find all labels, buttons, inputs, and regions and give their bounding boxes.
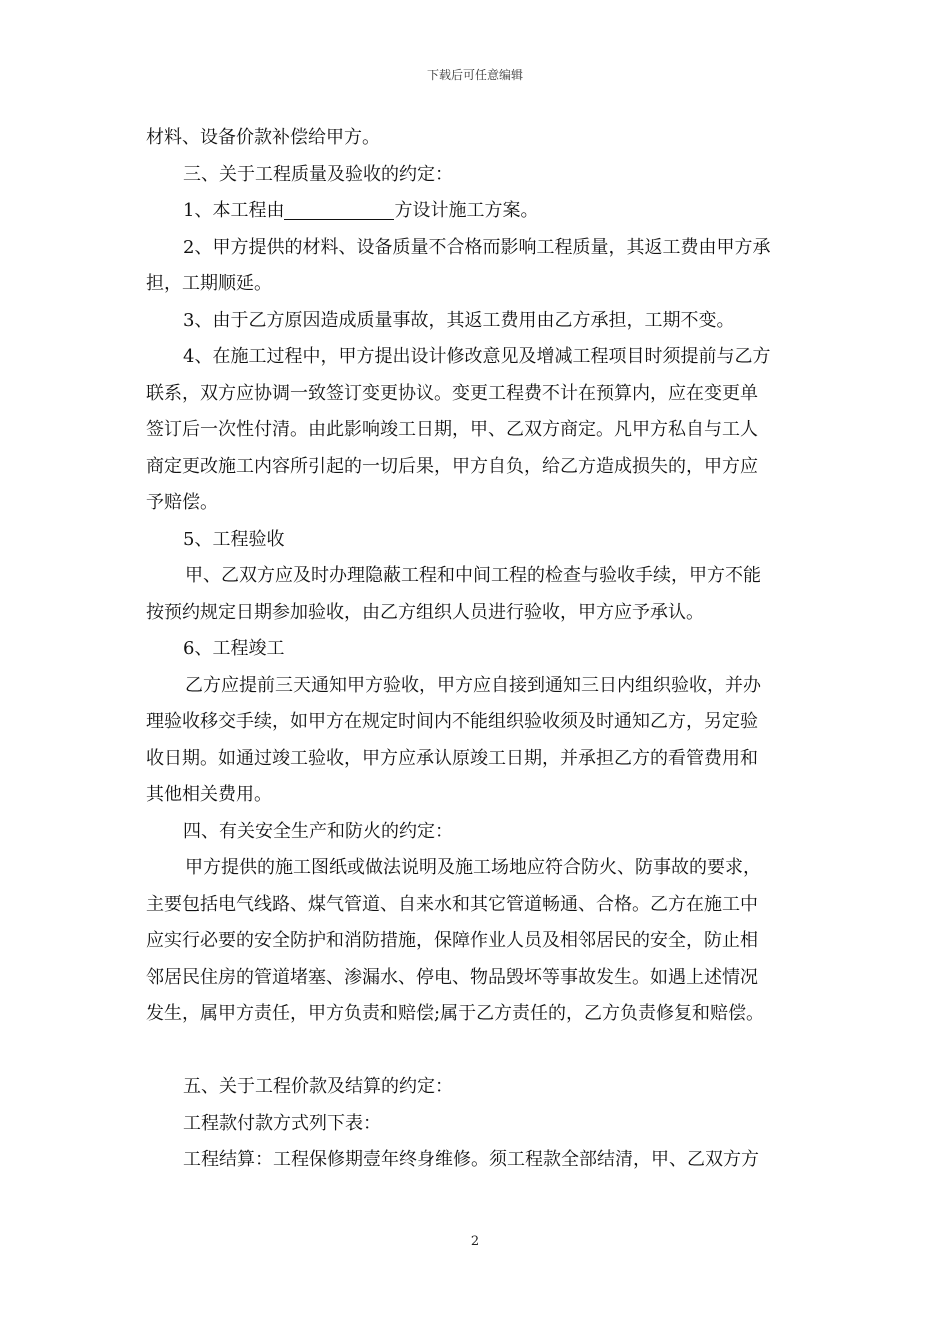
paragraph-line: 乙方应提前三天通知甲方验收，甲方应自接到通知三日内组织验收，并办 [185,674,761,696]
paragraph-line: 予赔偿。 [146,492,218,513]
paragraph-line: 收日期。如通过竣工验收，甲方应承认原竣工日期，并承担乙方的看管费用和 [146,747,758,769]
clause-3-line: 3、由于乙方原因造成质量事故，其返工费用由乙方承担，工期不变。 [183,309,735,331]
paragraph-line: 工程款付款方式列下表： [183,1112,381,1134]
clause-5-heading: 5、工程验收 [183,528,285,550]
fill-in-blank [284,201,394,220]
blank-line [146,1033,810,1070]
paragraph-line: 主要包括电气线路、煤气管道、自来水和其它管道畅通、合格。乙方在施工中 [146,893,758,915]
page-header: 下载后可任意编辑 [426,68,523,82]
paragraph-line: 应实行必要的安全防护和消防措施，保障作业人员及相邻居民的安全，防止相 [146,930,758,951]
paragraph-line: 甲方提供的施工图纸或做法说明及施工场地应符合防火、防事故的要求， [185,857,761,878]
clause-1-text-before: 1、本工程由 [183,200,285,221]
clause-2-line: 2、甲方提供的材料、设备质量不合格而影响工程质量，其返工费由甲方承 [183,236,771,258]
paragraph-line: 商定更改施工内容所引起的一切后果，甲方自负，给乙方造成损失的，甲方应 [146,455,758,477]
section-heading-5: 五、关于工程价款及结算的约定： [183,1076,453,1097]
paragraph-line: 按预约规定日期参加验收，由乙方组织人员进行验收，甲方应予承认。 [146,601,704,623]
paragraph-line: 担，工期顺延。 [146,273,272,294]
paragraph-line: 材料、设备价款补偿给甲方。 [146,127,380,148]
clause-1-text-after: 方设计施工方案。 [394,200,539,221]
paragraph-line: 邻居民住房的管道堵塞、渗漏水、停电、物品毁坏等事故发生。如遇上述情况 [146,966,758,988]
page-number: 2 [470,1234,480,1249]
paragraph-line: 签订后一次性付清。由此影响竣工日期，甲、乙双方商定。凡甲方私自与工人 [146,419,758,440]
paragraph-line: 发生，属甲方责任，甲方负责和赔偿;属于乙方责任的，乙方负责修复和赔偿。 [146,1003,765,1024]
clause-6-heading: 6、工程竣工 [183,638,285,659]
paragraph-line: 联系，双方应协调一致签订变更协议。变更工程费不计在预算内，应在变更单 [146,382,758,404]
document-body [146,120,810,1179]
clause-1-line [146,193,810,230]
paragraph-line: 工程结算：工程保修期壹年终身维修。须工程款全部结清，甲、乙双方方 [183,1149,759,1170]
section-heading-4: 四、有关安全生产和防火的约定： [183,820,453,842]
section-heading-3: 三、关于工程质量及验收的约定： [183,163,453,185]
paragraph-line: 甲、乙双方应及时办理隐蔽工程和中间工程的检查与验收手续，甲方不能 [185,565,761,586]
paragraph-line: 理验收移交手续，如甲方在规定时间内不能组织验收须及时通知乙方，另定验 [146,711,758,732]
paragraph-line: 其他相关费用。 [146,784,272,805]
clause-4-line: 4、在施工过程中，甲方提出设计修改意见及增减工程项目时须提前与乙方 [183,346,771,367]
